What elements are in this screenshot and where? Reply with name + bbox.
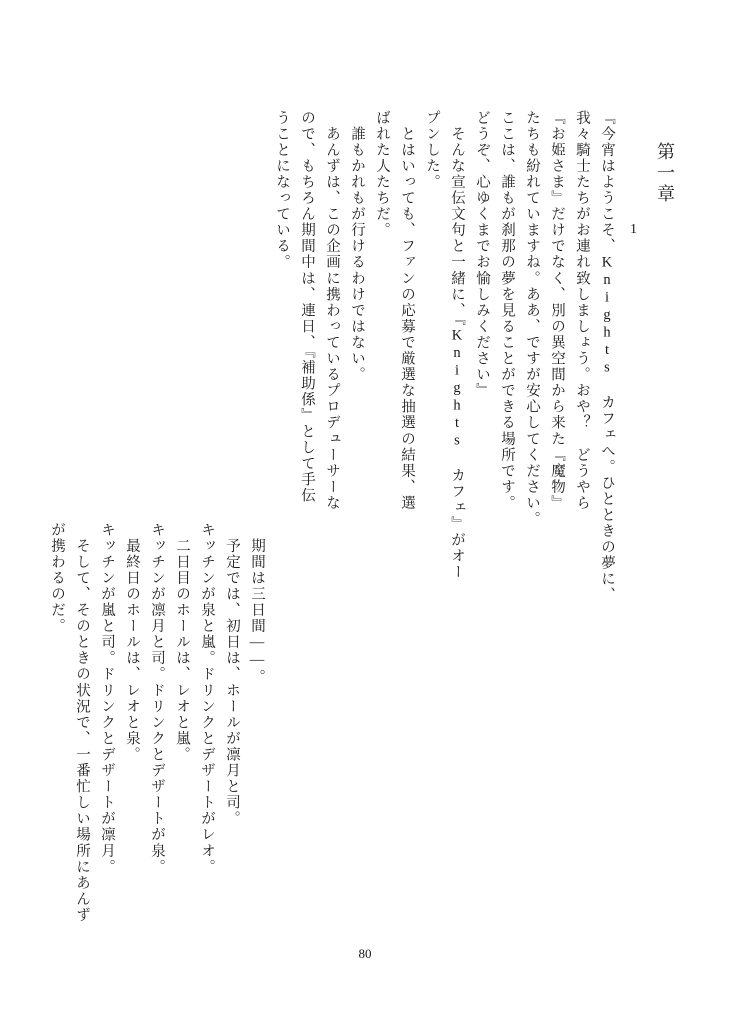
chapter-title: 第一章 [655,142,675,205]
body-column: プンした。 [424,110,440,191]
body-column: とはいっても、ファンの応募で厳選な抽選の結果、選 [399,110,415,512]
body-column: そして、そのときの状況で、一番忙しい場所にあんず [74,522,90,924]
body-column: 期間は三日間――。 [249,522,265,686]
body-column: そんな宣伝文句と一緒に、『Knights カフェ』がオー [449,110,465,581]
body-column: キッチンが泉と嵐。ドリンクとデザートがレオ。 [199,522,215,876]
body-column: あんずは、この企画に携わっているプロデューサーな [324,110,340,512]
body-column: うことになっている。 [274,110,290,271]
body-column: 予定では、初日は、ホールが凛月と司。 [224,522,240,827]
page-number: 80 [358,946,372,961]
body-column: どうぞ、心ゆくまでお愉しみください』 [474,110,490,399]
body-column: 我々騎士たちがお連れ致しましょう。おや？ どうやら [574,110,590,512]
body-column: 『お姫さま』だけでなく、別の異空間から来た『魔物』 [549,110,565,512]
section-number: 1 [626,222,641,237]
body-column: キッチンが嵐と司。ドリンクとデザートが凛月。 [99,522,115,876]
body-column: たちも紛れていますね。ああ、ですが安心してください。 [524,110,540,528]
body-column: ので、もちろん期間中は、連日、『補助係』として手伝 [299,110,315,504]
body-column: ここは、誰もが刹那の夢を見ることができる場所です。 [499,110,515,512]
body-column: 最終日のホールは、レオと泉。 [124,522,140,763]
chapter-block [264,110,674,916]
body-column: が携わるのだ。 [49,522,65,635]
body-column: 二日目のホールは、レオと嵐。 [174,522,190,763]
body-column: ばれた人たちだ。 [374,110,390,239]
body-column: 『今宵はようこそ、Knights カフェへ。ひとときの夢に、 [599,110,615,604]
continuation-block [39,110,265,924]
body-column: キッチンが凛月と司。ドリンクとデザートが泉。 [149,522,165,876]
vertical-text-area [49,110,675,924]
body-column: 誰もかれもが行けるわけではない。 [349,110,365,383]
